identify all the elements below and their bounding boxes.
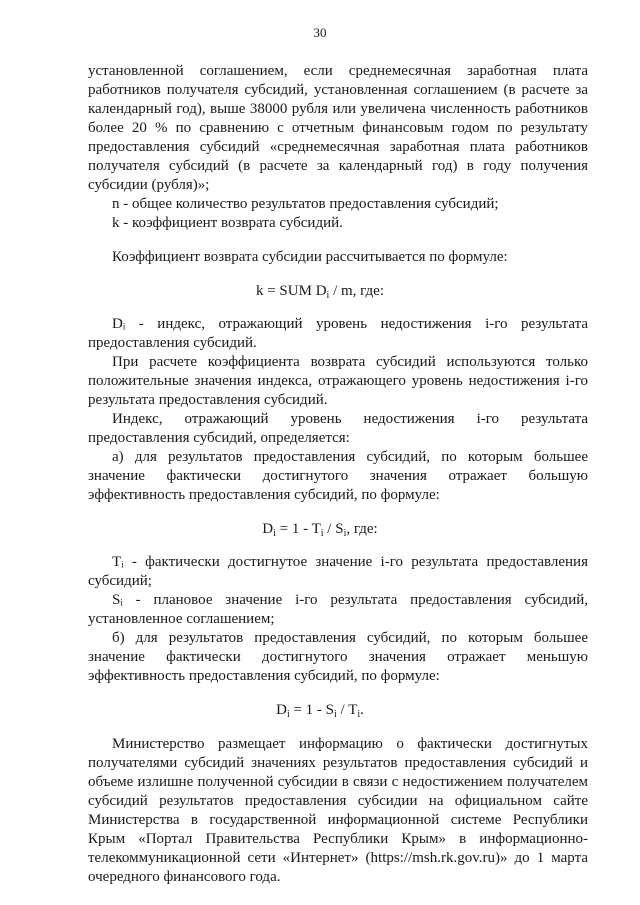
formula-k: k = SUM $D_i$ / m, где: — [255, 283, 385, 301]
text-line: эффективность предоставления субсидий, по формуле: — [88, 668, 440, 684]
text-line: а) для результатов предоставления субсидий, по которым большее — [112, 449, 588, 465]
text-line: более 20 % по сравнению с отчетным финансовым годом по результату — [88, 120, 588, 136]
text-line: очередного финансового года. — [88, 869, 281, 885]
text-line: эффективность предоставления субсидий, по формуле: — [88, 487, 440, 503]
text-line: значение фактически достигнутого значения отражает меньшую — [88, 649, 588, 665]
n-definition: n - общее количество результатов предоставления субсидий; — [112, 196, 499, 212]
text-line: получателями субсидий значениях результатов предоставления субсидий и — [88, 755, 588, 771]
text-line: получателя субсидий (в расчете за календарный год) в году получения — [88, 158, 588, 174]
text-line: предоставления субсидий. — [88, 335, 257, 351]
text-line: предоставления субсидий «среднемесячная заработная плата работников — [88, 139, 588, 155]
text-line: положительные значения индекса, отражающего уровень недостижения i-го — [88, 373, 588, 389]
k-formula-intro: Коэффициент возврата субсидии рассчитывается по формуле: — [112, 249, 508, 265]
text-line: объеме излишне полученной субсидии в связи с недостижением получателем — [88, 774, 588, 790]
text-line: предоставления субсидий, определяется: — [88, 430, 350, 446]
text-line: установленной соглашением, если среднемесячная заработная плата — [88, 63, 588, 79]
text-line: Индекс, отражающий уровень недостижения i-го результата — [112, 411, 588, 427]
k-definition: k - коэффициент возврата субсидий. — [112, 215, 343, 231]
text-line: Sᵢ - плановое значение i-го результата предоставления субсидий, — [112, 592, 588, 608]
page-number: 30 — [313, 25, 327, 40]
text-line: Министерства в государственной информационной системе Республики — [88, 812, 588, 828]
text-line: работников получателя субсидий, установленная соглашением (в расчете за — [88, 82, 588, 98]
text-line: Крым «Портал Правительства Республики Крым» в информационно- — [88, 831, 588, 847]
text-line: Dᵢ - индекс, отражающий уровень недостижения i-го результата — [112, 316, 588, 332]
text-line: Министерство размещает информацию о фактически достигнутых — [112, 736, 588, 752]
text-line: установленное соглашением; — [88, 611, 275, 627]
text-line: результата предоставления субсидий. — [88, 392, 328, 408]
text-line: значение фактически достигнутого значения отражает большую — [88, 468, 588, 484]
text-line: телекоммуникационной сети «Интернет» (https://msh.rk.gov.ru)» до 1 марта — [88, 850, 588, 866]
text-line: При расчете коэффициента возврата субсидий используются только — [112, 354, 588, 370]
text-line: б) для результатов предоставления субсидий, по которым большее — [112, 630, 588, 646]
text-line: календарный год), выше 38000 рубля или увеличена численность работников — [88, 101, 588, 117]
text-line: субсидий результатов предоставления субсидии на официальном сайте — [88, 793, 588, 809]
text-line: Tᵢ - фактически достигнутое значение i-го результата предоставления — [112, 554, 588, 570]
text-line: субсидий; — [88, 573, 152, 589]
text-line: субсидии (рубля)»; — [88, 177, 210, 193]
formula-b: $D_i = 1 - S_i / T_i$. — [276, 702, 364, 720]
formula-a: $D_i = 1 - T_i / S_i$, где: — [262, 521, 378, 539]
